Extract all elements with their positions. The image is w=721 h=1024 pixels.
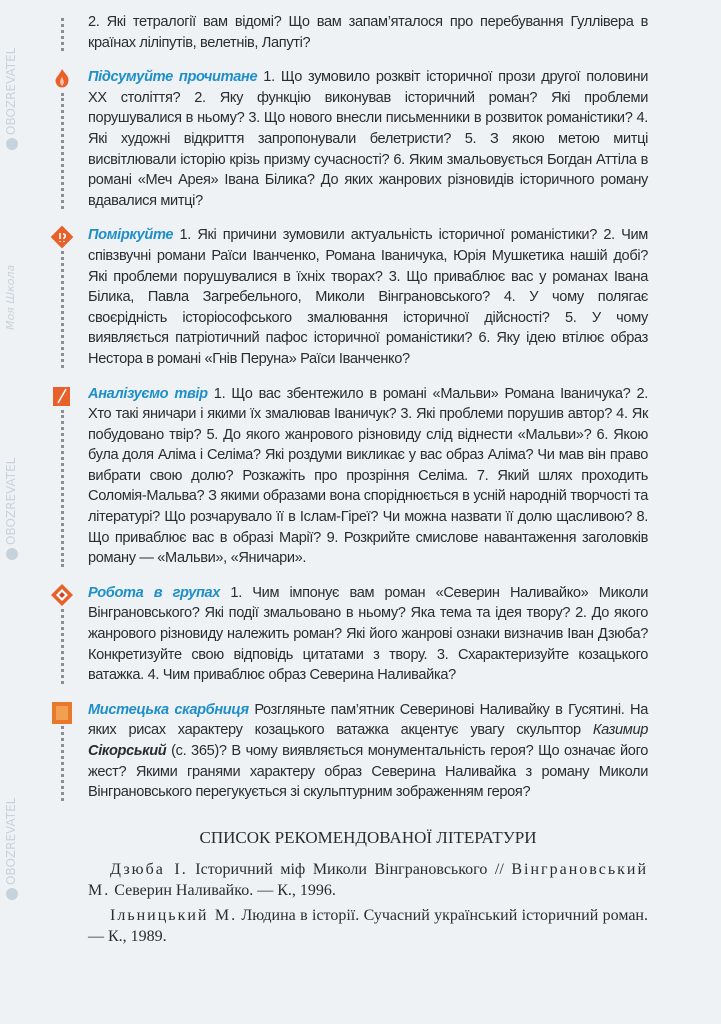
margin-rail — [61, 251, 64, 367]
section-art: Мистецька скарбниця Розгляньте пам’ятник Северинові Наливайку в Гусятині. На яких рисах характеру козацького ватажка акцентує увагу скульптор Казимир Сікорський (с. 365)? В чому виявляється монументальність героя? Що означає його жест? Якими гранями характеру образ Северина Наливайка з роману Миколи Вінграновського перегукується зі скульптурним зображенням героя? — [88, 700, 648, 803]
intro-question: 2. Які тетралогії вам відомі? Що вам запам’яталося про перебування Гуллівера в країнах ліліпутів, велетнів, Лапуті? — [88, 12, 648, 53]
section-summary: Підсумуйте прочитане 1. Що зумовило розквіт історичної прози другої половини XX століття? 2. Яку функцію виконував історичний роман? Які проблеми порушувалися в ньому? 3. Що нового внесли письменники в розвиток романістики? 4. Які художні відкриття запропонували белетристи? 5. З якою метою митці висвітлювали історію крізь призму сучасності? 6. Яким змальовується Богдан Аттіла в романі «Меч Арея» Івана Білика? До яких жанрових різновидів історичного роману вдавалися митці? — [88, 67, 648, 211]
think-question-icon — [50, 225, 74, 249]
section-label: Поміркуйте — [88, 227, 174, 244]
section-label: Мистецька скарбниця — [88, 701, 249, 718]
reference-item: Дзюба І. Історичний міф Миколи Вінграновського // Вінграновський М. Северин Наливайко. — К., 1996. — [88, 860, 649, 899]
margin-rail — [61, 93, 64, 209]
summary-flame-icon — [50, 67, 74, 91]
margin-rail — [61, 726, 64, 801]
section-label: Робота в групах — [88, 584, 221, 601]
group-work-icon — [50, 583, 74, 607]
literature-title: СПИСОК РЕКОМЕНДОВАНОЇ ЛІТЕРАТУРИ — [199, 827, 537, 847]
margin-rail — [61, 410, 64, 567]
section-group-work: Робота в групах 1. Чим імпонує вам роман «Северин Наливайко» Миколи Вінграновського? Які події змальовано в ньому? Яка тема та ідея твору? 2. До якого жанрового різновиду належить роман? Які його жанрові ознаки визначив Іван Дзюба? Конкретизуйте свою відповідь цитатами з твору. 3. Схарактеризуйте козацького ватажка. 4. Чим приваблює образ Северина Наливайка? — [88, 583, 648, 686]
reference-item: Ільницький М. Людина в історії. Сучасний український історичний роман. — К., 1989. — [88, 906, 648, 945]
watermark: Моя Школа — [4, 264, 17, 330]
watermark: OBOZREVATEL — [4, 48, 18, 150]
page-content — [88, 0, 648, 967]
watermark: OBOZREVATEL — [4, 798, 18, 900]
section-think: Поміркуйте 1. Які причини зумовили актуальність історичної романістики? 2. Чим співзвучні романи Раїси Іванченко, Романа Іваничука, Юрія Мушкетика нашій добі? Які проблеми порушувалися в їхніх творах? 3. Що приваблює вас у романах Івана Білика, Павла Загребельного, Миколи Вінграновського? 4. У чому полягає своєрідність історіософського змалювання історичної дійсності? 5. У чому виявляється патріотичний пафос історичної романістики? 6. Яку ідею втілює образ Нестора в романі «Гнів Перуна» Раїси Іванченко? — [88, 225, 648, 369]
section-label: Аналізуємо твір — [88, 385, 208, 402]
section-analyze: Аналізуємо твір 1. Що вас збентежило в романі «Мальви» Романа Іваничука? 2. Хто такі яничари і якими їх змалював Іваничук? 3. Які проблеми порушив автор? 4. Як побудовано твір? 5. До якого жанрового різновиду слід віднести «Мальви»? 6. Якою була доля Аліма і Селіма? Які роздуми викликає у вас образ Аліма? Чи мав він право вибрати свою долю? Розкажіть про прозріння Селіма. 7. Який шлях проходить Соломія-Мальва? З якими образами вона споріднюється в усній народній творчості та літературі? Що розчарувало її в Іслам-Гіреї? Чи можна назвати її долю щасливою? 8. Що приваблює вас в образі Марії? 9. Розкрийте смислове навантаження заголовків роману — «Мальви», «Яничари». — [88, 384, 648, 569]
margin-rail — [61, 18, 64, 51]
analysis-quill-icon — [50, 384, 74, 408]
section-label: Підсумуйте прочитане — [88, 69, 258, 86]
art-treasury-icon — [50, 700, 74, 724]
watermark: OBOZREVATEL — [4, 458, 18, 560]
margin-rail — [61, 609, 64, 684]
